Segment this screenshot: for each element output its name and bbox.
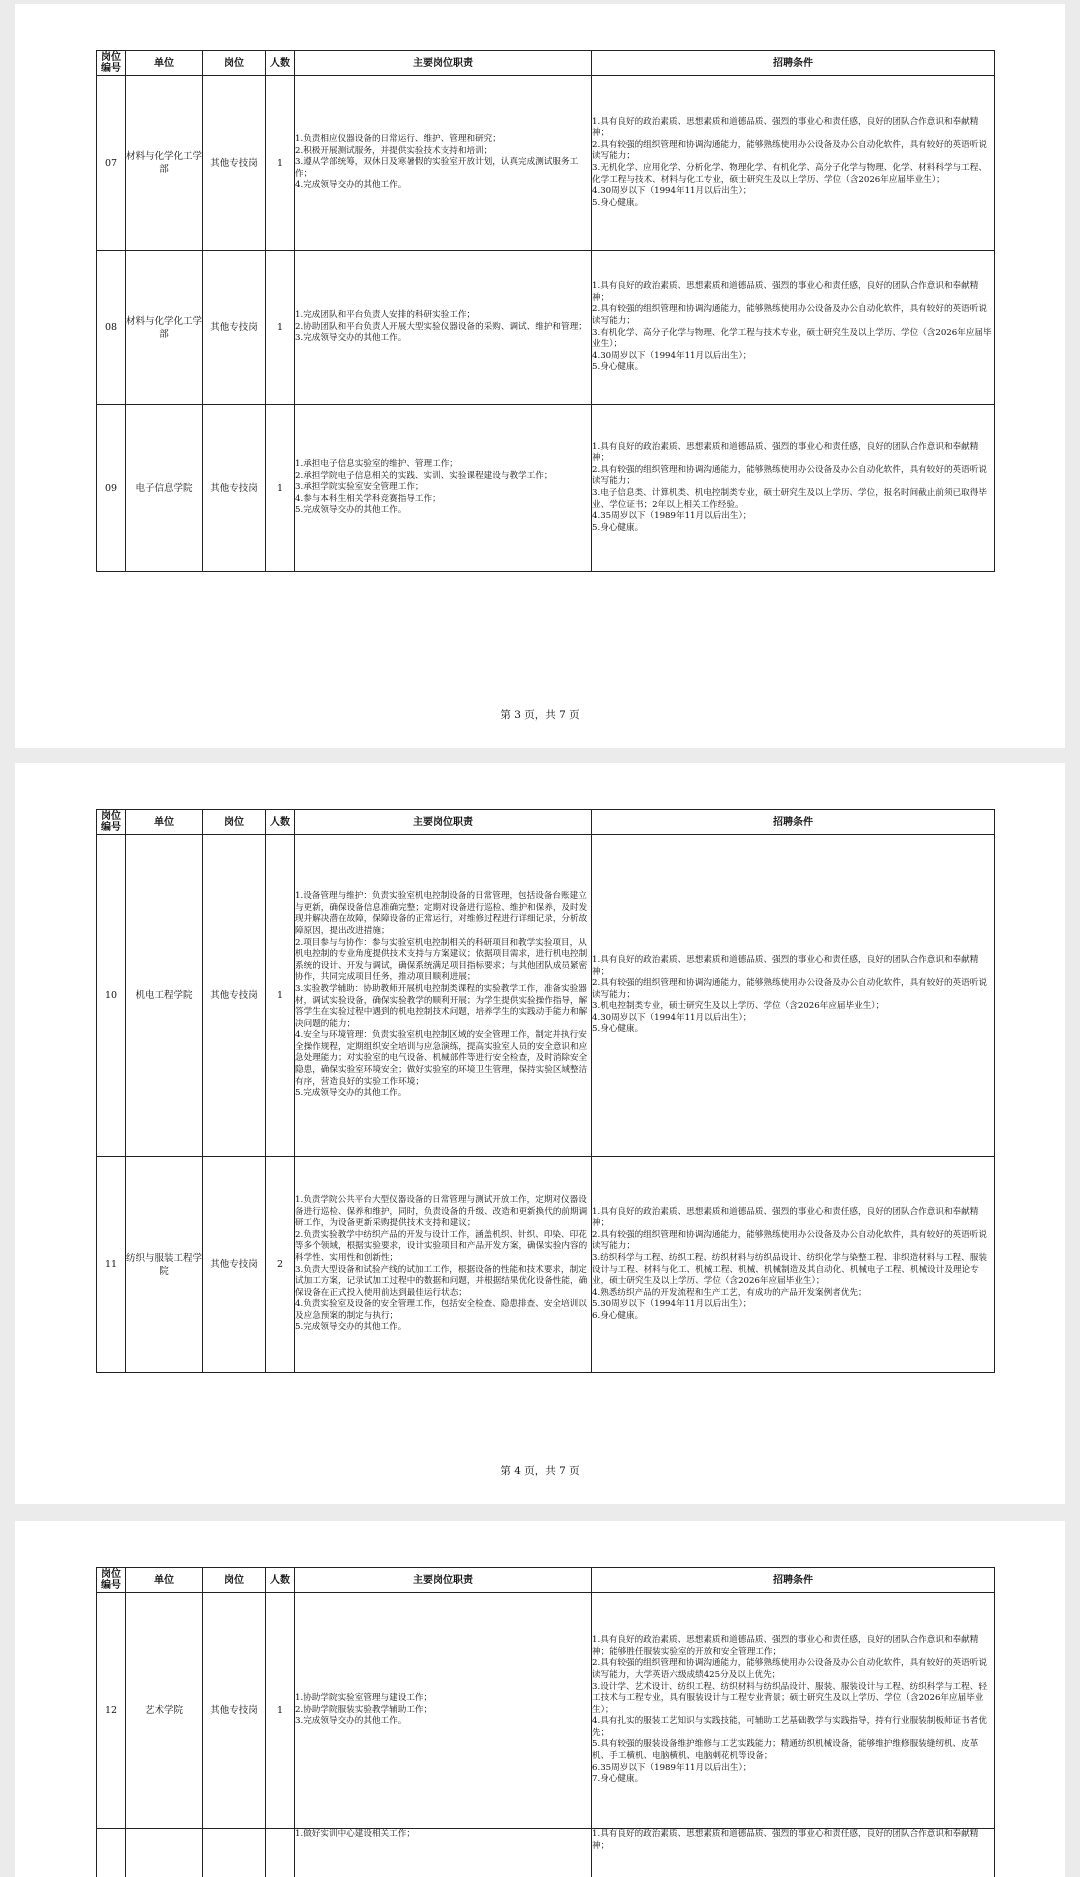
post-number: 12: [97, 1593, 126, 1829]
unit-name: 机电工程学院: [126, 835, 203, 1157]
duties-text: 1.做好实训中心建设相关工作；: [295, 1829, 592, 1877]
table-header-row: [97, 810, 995, 835]
table-row: [97, 1157, 995, 1373]
header-position: 岗位: [203, 51, 266, 76]
page-footer: 第 4 页，共 7 页: [500, 1465, 580, 1477]
post-number: 07: [97, 76, 126, 251]
header-unit: 单位: [126, 51, 203, 76]
header-position: 岗位: [203, 1568, 266, 1593]
document-page-5: [15, 1521, 1065, 1877]
document-page-4: [15, 763, 1065, 1504]
post-number: 08: [97, 251, 126, 405]
duties-text: 1.承担电子信息实验室的维护、管理工作； 2.承担学院电子信息相关的实践、实训、实验课程建设与教学工作； 3.承担学院实验室安全管理工作； 4.参与本科生相关学科竞赛指导工作； 5.完成领导交办的其他工作。: [295, 405, 592, 572]
header-count: 人数: [266, 51, 295, 76]
headcount: [266, 1829, 295, 1877]
header-count: 人数: [266, 810, 295, 835]
header-count: 人数: [266, 1568, 295, 1593]
headcount: 1: [266, 405, 295, 572]
position-type: 其他专技岗: [203, 1157, 266, 1373]
document-page-3: [15, 4, 1065, 748]
duties-text: 1.设备管理与维护：负责实验室机电控制设备的日常管理，包括设备台账建立与更新，确保设备信息准确完整；定期对设备进行巡检、维护和保养，及时发现并解决潜在故障，保障设备的正常运行，对维修过程进行详细记录，分析故障原因，提出改进措施； 2.项目参与与协作：参与实验室机电控制相关的科研项目和教学实验项目，从机电控制的专业角度提供技术支持与方案建议；依据项目需求，进行机电控制系统的设计、开发与调试，确保系统满足项目指标要求；与其他团队成员紧密协作，共同完成项目任务，推动项目顺利进展； 3.实验教学辅助：协助教师开展机电控制类课程的实验教学工作，准备实验器材，调试实验设备，确保实验教学的顺利开展；为学生提供实验操作指导，解答学生在实验过程中遇到的机电控制技术问题，培养学生的实践动手能力和解决问题的能力； 4.安全与环境管理：负责实验室机电控制区域的安全管理工作，制定并执行安全操作规程，定期组织安全培训与应急演练，提高实验室人员的安全意识和应急处理能力；对实验室的电气设备、机械部件等进行安全检查，及时消除安全隐患，确保实验室环境安全；做好实验室的环境卫生管理，保持实验区域整洁有序，营造良好的实验工作环境； 5.完成领导交办的其他工作。: [295, 835, 592, 1157]
headcount: 1: [266, 835, 295, 1157]
post-number: [97, 1829, 126, 1877]
requirements-text: 1.具有良好的政治素质、思想素质和道德品质、强烈的事业心和责任感，良好的团队合作意识和奉献精神； 2.具有较强的组织管理和协调沟通能力，能够熟练使用办公设备及办公自动化软件，具有较好的英语听说读写能力； 3.纺织科学与工程、纺织工程、纺织材料与纺织品设计、纺织化学与染整工程、非织造材料与工程、服装设计与工程、材料与化工、机械工程、机械、机械制造及其自动化、机械电子工程、机械设计及理论专业，硕士研究生及以上学历、学位（含2026年应届毕业生）； 4.熟悉纺织产品的开发流程和生产工艺，有成功的产品开发案例者优先； 5.30周岁以下（1994年11月以后出生）； 6.身心健康。: [592, 1157, 995, 1373]
header-requirements: 招聘条件: [592, 1568, 995, 1593]
header-post-number: 岗位 编号: [97, 1568, 126, 1593]
table-row: [97, 1593, 995, 1829]
header-duties: 主要岗位职责: [295, 810, 592, 835]
position-type: 其他专技岗: [203, 251, 266, 405]
header-duties: 主要岗位职责: [295, 51, 592, 76]
header-duties: 主要岗位职责: [295, 1568, 592, 1593]
header-unit: 单位: [126, 1568, 203, 1593]
duties-text: 1.负责相应仪器设备的日常运行、维护、管理和研究； 2.积极开展测试服务，并提供实验技术支持和培训； 3.遵从学部统筹，双休日及寒暑假的实验室开放计划，认真完成测试服务工作； 4.完成领导交办的其他工作。: [295, 76, 592, 251]
headcount: 1: [266, 1593, 295, 1829]
table-header-row: [97, 51, 995, 76]
header-position: 岗位: [203, 810, 266, 835]
table-row: [97, 405, 995, 572]
recruitment-table: [96, 809, 995, 1373]
requirements-text: 1.具有良好的政治素质、思想素质和道德品质、强烈的事业心和责任感，良好的团队合作意识和奉献精神； 2.具有较强的组织管理和协调沟通能力，能够熟练使用办公设备及办公自动化软件，具有较好的英语听说读写能力； 3.无机化学、应用化学、分析化学、物理化学、有机化学、高分子化学与物理、化学、材料科学与工程、化学工程与技术、材料与化工专业，硕士研究生及以上学历、学位（含2026年应届毕业生）； 4.30周岁以下（1994年11月以后出生）； 5.身心健康。: [592, 76, 995, 251]
position-type: [203, 1829, 266, 1877]
header-post-number: 岗位 编号: [97, 51, 126, 76]
unit-name: 纺织与服装工程学院: [126, 1157, 203, 1373]
recruitment-table: [96, 50, 995, 572]
table-row: [97, 251, 995, 405]
position-type: 其他专技岗: [203, 405, 266, 572]
duties-text: 1.负责学院公共平台大型仪器设备的日常管理与测试开放工作，定期对仪器设备进行巡检、保养和维护，同时，负责设备的升级、改造和更新换代的前期调研工作，为设备更新采购提供技术支持和建议； 2.负责实验教学中纺织产品的开发与设计工作，涵盖机织、针织、印染、印花等多个领域，根据实验要求，设计实验项目和产品开发方案，确保实验内容的科学性、实用性和创新性； 3.负责大型设备和试验产线的试加工工作，根据设备的性能和技术要求，制定试加工方案，记录试加工过程中的数据和问题，并根据结果优化设备性能，确保设备在正式投入使用前达到最佳运行状态； 4.负责实验室及设备的安全管理工作，包括安全检查、隐患排查、安全培训以及应急预案的制定与执行； 5.完成领导交办的其他工作。: [295, 1157, 592, 1373]
duties-text: 1.协助学院实验室管理与建设工作； 2.协助学院服装实验教学辅助工作； 3.完成领导交办的其他工作。: [295, 1593, 592, 1829]
unit-name: 电子信息学院: [126, 405, 203, 572]
requirements-text: 1.具有良好的政治素质、思想素质和道德品质、强烈的事业心和责任感，良好的团队合作意识和奉献精神；能够胜任服装实验室的开放和安全管理工作； 2.具有较强的组织管理和协调沟通能力，能够熟练使用办公设备及办公自动化软件，具有较好的英语听说读写能力，大学英语六级成绩425分及以上优先； 3.设计学、艺术设计、纺织工程、纺织材料与纺织品设计、服装、服装设计与工程、纺织科学与工程、轻工技术与工程专业，具有服装设计与工程专业背景；硕士研究生及以上学历、学位（含2026年应届毕业生）； 4.具有扎实的服装工艺知识与实践技能，可辅助工艺基础教学与实践指导，持有行业服装制板师证书者优先； 5.具有较强的服装设备维护维修与工艺实践能力；精通纺织机械设备，能够维护维修服装缝纫机、皮革机、手工横机、电脑横机、电脑刺花机等设备； 6.35周岁以下（1989年11月以后出生）； 7.身心健康。: [592, 1593, 995, 1829]
header-requirements: 招聘条件: [592, 51, 995, 76]
post-number: 11: [97, 1157, 126, 1373]
recruitment-table: [96, 1567, 995, 1877]
requirements-text: 1.具有良好的政治素质、思想素质和道德品质、强烈的事业心和责任感，良好的团队合作意识和奉献精神；: [592, 1829, 995, 1877]
position-type: 其他专技岗: [203, 76, 266, 251]
table-header-row: [97, 1568, 995, 1593]
duties-text: 1.完成团队和平台负责人安排的科研实验工作； 2.协助团队和平台负责人开展大型实验仪器设备的采购、调试、维护和管理； 3.完成领导交办的其他工作。: [295, 251, 592, 405]
headcount: 1: [266, 251, 295, 405]
position-type: 其他专技岗: [203, 1593, 266, 1829]
header-unit: 单位: [126, 810, 203, 835]
headcount: 1: [266, 76, 295, 251]
requirements-text: 1.具有良好的政治素质、思想素质和道德品质、强烈的事业心和责任感，良好的团队合作意识和奉献精神； 2.具有较强的组织管理和协调沟通能力，能够熟练使用办公设备及办公自动化软件，具有较好的英语听说读写能力； 3.有机化学、高分子化学与物理、化学工程与技术专业，硕士研究生及以上学历、学位（含2026年应届毕业生）； 4.30周岁以下（1994年11月以后出生）； 5.身心健康。: [592, 251, 995, 405]
headcount: 2: [266, 1157, 295, 1373]
position-type: 其他专技岗: [203, 835, 266, 1157]
unit-name: 艺术学院: [126, 1593, 203, 1829]
header-requirements: 招聘条件: [592, 810, 995, 835]
post-number: 09: [97, 405, 126, 572]
page-footer: 第 3 页，共 7 页: [500, 709, 580, 721]
table-row: [97, 1829, 995, 1877]
unit-name: [126, 1829, 203, 1877]
requirements-text: 1.具有良好的政治素质、思想素质和道德品质、强烈的事业心和责任感，良好的团队合作意识和奉献精神； 2.具有较强的组织管理和协调沟通能力，能够熟练使用办公设备及办公自动化软件，具有较好的英语听说读写能力； 3.电子信息类、计算机类、机电控制类专业，硕士研究生及以上学历、学位，报名时间截止前须已取得毕业、学位证书；2年以上相关工作经验。 4.35周岁以下（1989年11月以后出生）； 5.身心健康。: [592, 405, 995, 572]
unit-name: 材料与化学化工学部: [126, 251, 203, 405]
unit-name: 材料与化学化工学部: [126, 76, 203, 251]
table-row: [97, 76, 995, 251]
header-post-number: 岗位 编号: [97, 810, 126, 835]
table-row: [97, 835, 995, 1157]
post-number: 10: [97, 835, 126, 1157]
requirements-text: 1.具有良好的政治素质、思想素质和道德品质、强烈的事业心和责任感，良好的团队合作意识和奉献精神； 2.具有较强的组织管理和协调沟通能力，能够熟练使用办公设备及办公自动化软件，具有较好的英语听说读写能力； 3.机电控制类专业，硕士研究生及以上学历、学位（含2026年应届毕业生）； 4.30周岁以下（1994年11月以后出生）； 5.身心健康。: [592, 835, 995, 1157]
